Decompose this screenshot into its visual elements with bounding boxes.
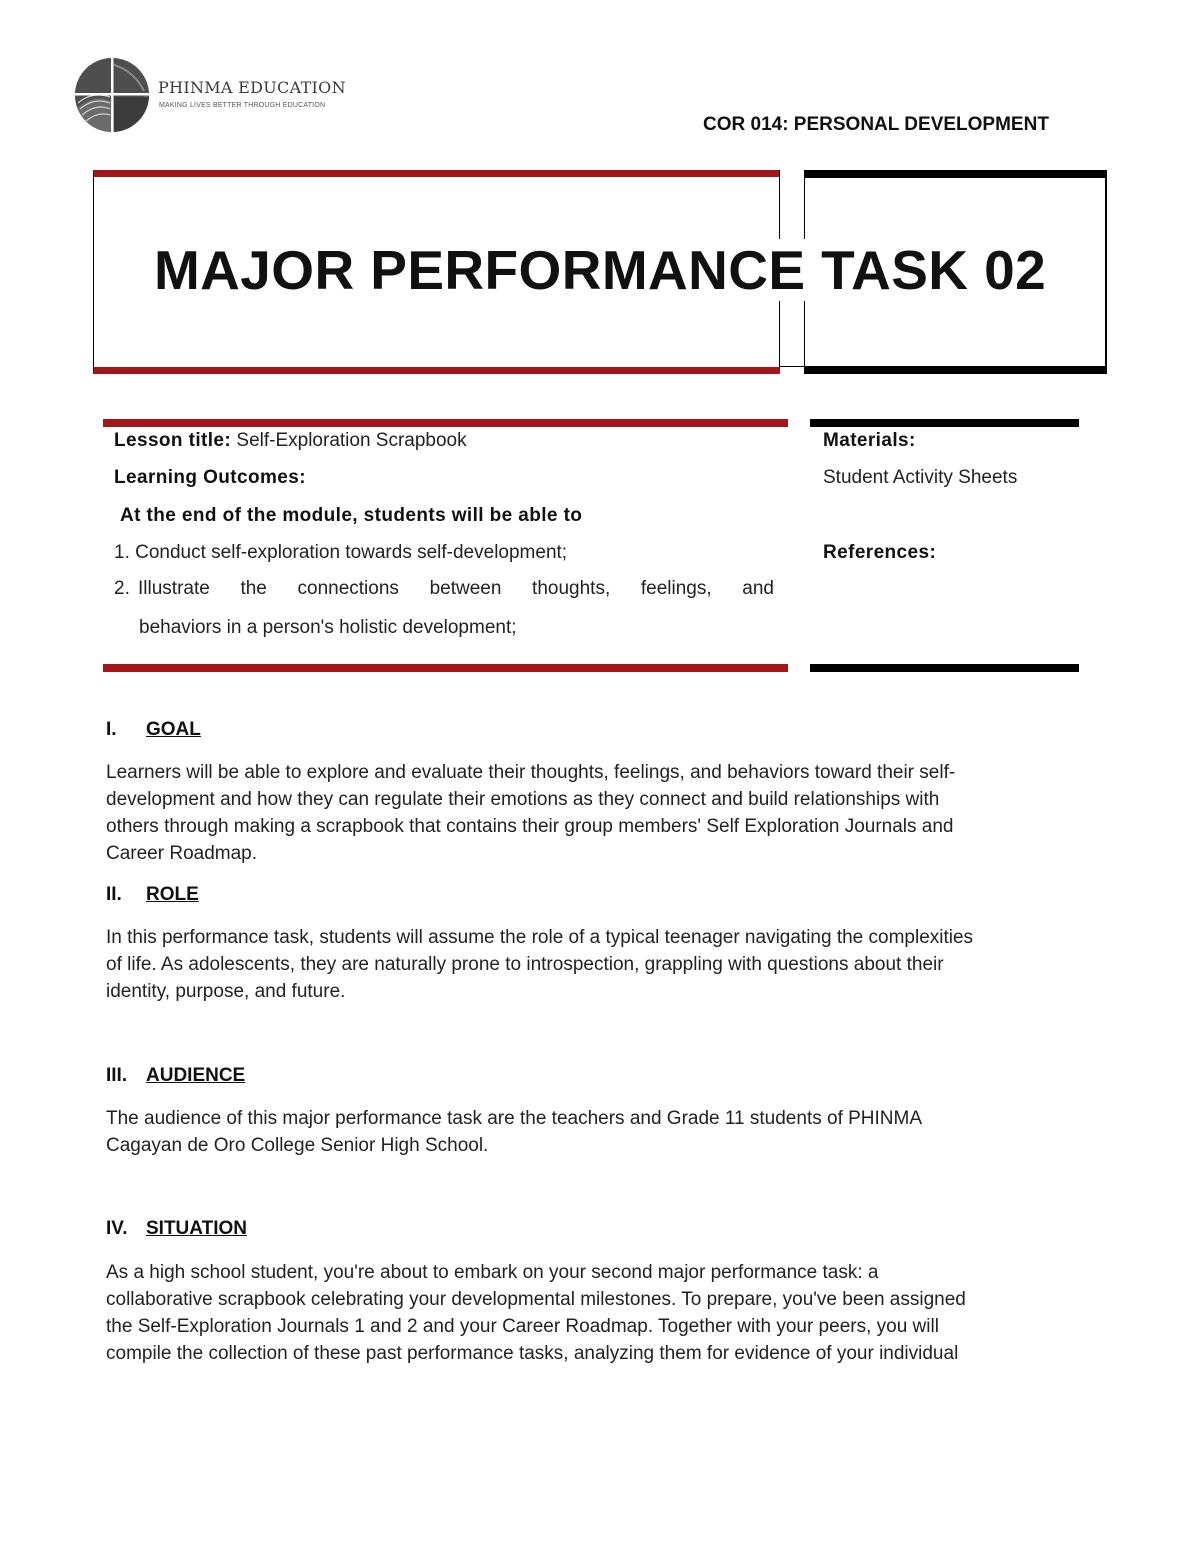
- phinma-globe-icon: [74, 57, 150, 133]
- section-label: GOAL: [146, 719, 201, 740]
- materials-value: Student Activity Sheets: [823, 467, 1018, 488]
- lesson-title: [114, 430, 467, 452]
- paragraph-line: Career Roadmap.: [106, 843, 258, 864]
- outcome-item-1: 1. Conduct self-exploration towards self-development;: [114, 542, 568, 563]
- section-situation-body: [106, 1259, 1096, 1367]
- paragraph-line: identity, purpose, and future.: [106, 981, 346, 1002]
- section-goal-heading: [106, 719, 201, 741]
- info-top-rule-red: [103, 419, 788, 427]
- section-situation-heading: [106, 1218, 247, 1240]
- section-label: AUDIENCE: [146, 1065, 246, 1086]
- paragraph-line: others through making a scrapbook that contains their group members' Self Exploration Journals and: [106, 816, 954, 837]
- lesson-title-label: Lesson title:: [114, 430, 232, 451]
- section-number: IV.: [106, 1218, 128, 1239]
- section-number: III.: [106, 1065, 128, 1086]
- lesson-title-value: Self-Exploration Scrapbook: [236, 430, 467, 451]
- course-title: COR 014: PERSONAL DEVELOPMENT: [703, 114, 1049, 135]
- materials-label: [823, 430, 916, 452]
- paragraph-line: collaborative scrapbook celebrating your developmental milestones. To prepare, you've been assigned: [106, 1289, 966, 1310]
- outcome-word: feelings,: [640, 578, 712, 599]
- section-number: I.: [106, 719, 117, 740]
- info-bottom-rule-red: [103, 664, 788, 672]
- page-title-text: MAJOR PERFORMANCE TASK 02: [150, 239, 1050, 301]
- outcome-word: Illustrate: [138, 578, 210, 599]
- section-audience-body: [106, 1105, 1096, 1159]
- paragraph-line: of life. As adolescents, they are naturally prone to introspection, grappling with questions about their: [106, 954, 944, 975]
- outcome-word: connections: [297, 578, 399, 599]
- page-title: [93, 238, 1107, 302]
- outcome-item-2-line-1: [138, 578, 774, 600]
- paragraph-line: Learners will be able to explore and evaluate their thoughts, feelings, and behaviors toward their self-: [106, 762, 956, 783]
- paragraph-line: As a high school student, you're about to embark on your second major performance task: a: [106, 1262, 879, 1283]
- paragraph-line: the Self-Exploration Journals 1 and 2 and your Career Roadmap. Together with your peers, you will: [106, 1316, 939, 1337]
- info-bottom-rule-black: [810, 664, 1079, 672]
- paragraph-line: development and how they can regulate their emotions as they connect and build relationships with: [106, 789, 940, 810]
- references-label: [823, 542, 936, 564]
- materials-label-text: Materials:: [823, 430, 916, 451]
- section-audience-heading: [106, 1065, 245, 1087]
- outcome-word: and: [742, 578, 774, 599]
- section-role-body: [106, 924, 1096, 1005]
- section-label: SITUATION: [146, 1218, 247, 1239]
- logo-tagline: MAKING LIVES BETTER THROUGH EDUCATION: [159, 102, 326, 109]
- outcome-word: the: [240, 578, 267, 599]
- paragraph-line: Cagayan de Oro College Senior High School.: [106, 1135, 489, 1156]
- paragraph-line: compile the collection of these past performance tasks, analyzing them for evidence of your individual: [106, 1343, 959, 1364]
- learning-outcomes-label: [114, 467, 306, 489]
- paragraph-line: In this performance task, students will assume the role of a typical teenager navigating the complexities: [106, 927, 974, 948]
- section-goal-body: [106, 759, 1096, 867]
- section-role-heading: [106, 884, 199, 906]
- phinma-logo: [74, 57, 346, 133]
- paragraph-line: The audience of this major performance task are the teachers and Grade 11 students of PHINMA: [106, 1108, 923, 1129]
- outcomes-intro-text: At the end of the module, students will be able to: [120, 505, 583, 526]
- outcome-word: between: [429, 578, 502, 599]
- references-label-text: References:: [823, 542, 937, 563]
- learning-outcomes-label-text: Learning Outcomes:: [114, 467, 306, 488]
- logo-wordmark: PHINMA EDUCATION: [158, 78, 346, 97]
- info-top-rule-black: [810, 419, 1079, 427]
- outcome-item-2-number: 2.: [114, 578, 130, 599]
- outcomes-intro: [120, 505, 582, 527]
- section-label: ROLE: [146, 884, 199, 905]
- outcome-word: thoughts,: [532, 578, 611, 599]
- outcome-item-2-line-2: behaviors in a person's holistic development;: [139, 617, 517, 638]
- section-number: II.: [106, 884, 122, 905]
